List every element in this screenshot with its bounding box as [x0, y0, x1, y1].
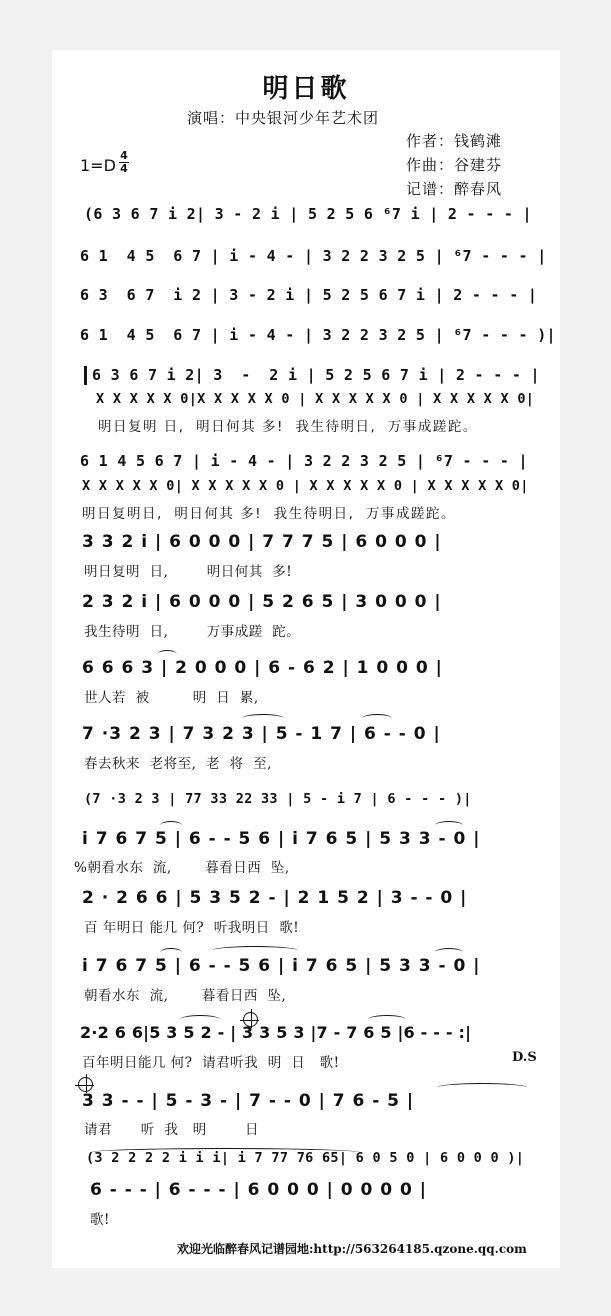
music-line: i 7 6 7 5 | 6 - - 5 6 | i 7 6 5 | 5 3 3 - 0 | [82, 829, 481, 849]
lyric-line: 明日复明日, 明日何其 多! 我生待明日, 万事成蹉跎。 [82, 506, 457, 522]
footer-website: 欢迎光临醉春风记谱园地:http://563264185.qzone.qq.com [177, 1242, 527, 1256]
lyric-line: 我生待明 日, 万事成蹉 跎。 [84, 624, 301, 640]
music-line: 2 3 2 i | 6 0 0 0 | 5 2 6 5 | 3 0 0 0 | [82, 592, 442, 612]
lyric-line: 请君 听 我 明 日 [84, 1122, 260, 1138]
lyric-line: 春去秋来 老将至, 老 将 至, [84, 756, 272, 772]
key-signature: 1=D [80, 156, 116, 175]
music-line: 2·2 6 6|5 3 5 2 - | 3 3 5 3 |7 - 7 6 5 |6 - - - :| [80, 1023, 472, 1042]
music-line: 6 - - - | 6 - - - | 6 0 0 0 | 0 0 0 0 | [90, 1180, 427, 1200]
lyric-line: 百年明日能几 何? 请君听我 明 日 歌! [82, 1055, 340, 1071]
song-title: 明日歌 [262, 74, 350, 104]
music-line: 3 3 2 i | 6 0 0 0 | 7 7 7 5 | 6 0 0 0 | [82, 532, 442, 552]
rhythm-line: X X X X X 0| X X X X X 0 | X X X X X 0 | X X X X X 0| [82, 478, 529, 494]
time-signature-bottom: 4 [120, 162, 128, 175]
music-line: (3 2 2 2 2 i i i| i 7 77 76 65| 6 0 5 0 | 6 0 0 0 )| [86, 1150, 525, 1166]
music-line: 6 3 6 7 i 2 | 3 - 2 i | 5 2 5 6 7 i | 2 - - - | [80, 286, 538, 304]
transcriber-credit: 记谱：醉春风 [406, 180, 503, 198]
time-signature-top: 4 [120, 149, 128, 162]
music-line: 6 6 6 3 | 2 0 0 0 | 6 - 6 2 | 1 0 0 0 | [82, 658, 443, 678]
ds-mark: D.S [512, 1050, 537, 1065]
lyric-line: 歌! [90, 1212, 110, 1228]
author-credit: 作者：钱鹤滩 [406, 132, 503, 150]
music-line: (6 3 6 7 i 2| 3 - 2 i | 5 2 5 6 ⁶7 i | 2 - - - | [84, 205, 532, 223]
music-line: (7 ·3 2 3 | 77 33 22 33 | 5 - i 7 | 6 - - - )| [84, 791, 472, 807]
lyric-line: 朝看水东 流, 暮看日西 坠, [84, 988, 287, 1004]
singer-credit: 演唱：中央银河少年艺术团 [187, 109, 380, 127]
music-line: 6 1 4 5 6 7 | i - 4 - | 3 2 2 3 2 5 | ⁶7 - - - | [80, 452, 528, 470]
lyric-line: %朝看水东 流, 暮看日西 坠, [74, 860, 290, 876]
music-line: 6 1 4 5 6 7 | i - 4 - | 3 2 2 3 2 5 | ⁶7 - - - )| [80, 326, 556, 344]
rhythm-line: X X X X X 0|X X X X X 0 | X X X X X 0 | X X X X X 0| [96, 391, 535, 407]
score-sheet [52, 50, 560, 1268]
slur [242, 714, 284, 723]
repeat-start-bar [84, 366, 87, 385]
time-signature [119, 151, 129, 174]
coda-sign [78, 1077, 93, 1092]
lyric-line: 世人若 被 明 日 累, [84, 690, 259, 706]
slur [362, 714, 392, 723]
lyric-line: 明日复明 日, 明日何其 多! [84, 564, 293, 580]
music-line: 6 3 6 7 i 2| 3 - 2 i | 5 2 5 6 7 i | 2 - - - | [92, 366, 540, 384]
music-line: 2 · 2 6 6 | 5 3 5 2 - | 2 1 5 2 | 3 - - 0 | [82, 888, 468, 908]
slur [212, 946, 298, 955]
music-line: 3 3 - - | 5 - 3 - | 7 - - 0 | 7 6 - 5 | [82, 1091, 415, 1111]
lyric-line: 明日复明 日, 明日何其 多! 我生待明日, 万事成蹉跎。 [98, 419, 478, 435]
lyric-line: 百 年明日 能几 何? 听我明日 歌! [84, 920, 300, 936]
music-line: 7 ·3 2 3 | 7 3 2 3 | 5 - 1 7 | 6 - - 0 | [82, 724, 441, 744]
composer-credit: 作曲：谷建芬 [406, 156, 503, 174]
music-line: i 7 6 7 5 | 6 - - 5 6 | i 7 6 5 | 5 3 3 - 0 | [82, 956, 481, 976]
music-line: 6 1 4 5 6 7 | i - 4 - | 3 2 2 3 2 5 | ⁶7 - - - | [80, 247, 547, 265]
